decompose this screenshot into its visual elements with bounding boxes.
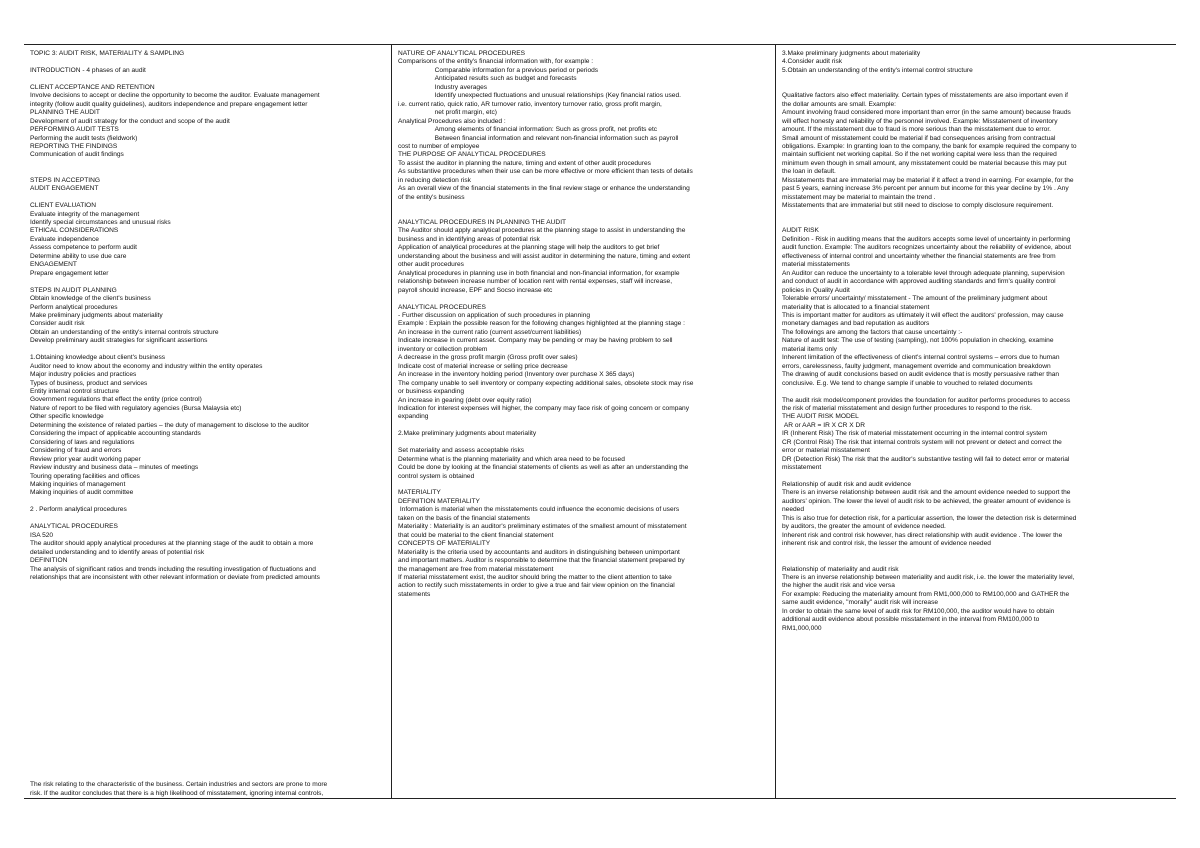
text-line: Tolerable errors/ uncertainty/ misstatement - The amount of the preliminary judgment about [782,295,1048,303]
text-line: NATURE OF ANALYTICAL PROCEDURES [398,50,526,57]
text-line [782,473,1170,481]
text-line: Review prior year audit working paper [30,455,141,463]
text-line: Indicate increase in current asset. Company may be pending or may be having problem to sell [398,337,673,345]
text-line: Set materiality and assess acceptable risks [398,447,525,455]
text-line [782,75,1170,83]
text-line: The drawing of audit conclusions based on audit evidence that is mostly persuasive rather than [782,371,1060,379]
text-line: misstatement [782,464,822,472]
text-line: Inherent risk and control risk however, has direct relationship with audit evidence . The lower the [782,531,1063,539]
text-line: Comparisons of the entity's financial information with, for example : [398,58,594,66]
text-line: needed [782,506,805,514]
text-line: expanding [398,413,429,421]
text-line: IR (Inherent Risk) The risk of material misstatement occurring in the internal control system [782,430,1048,438]
text-line [398,211,769,219]
text-line: Considering the impact of applicable accounting standards [30,430,201,438]
text-line: integrity (follow audit quality guidelines), auditors independence and prepare engagement letter [30,100,308,108]
text-line: Indicate cost of material increase or selling price decrease [398,362,568,370]
text-line: Entity internal control structure [30,388,120,396]
text-line: error or material misstatement [782,447,870,455]
text-line: Government regulations that effect the entity (price control) [30,396,202,404]
text-line: The auditor should apply analytical procedures at the planning stage of the audit to obtain a more [30,540,314,548]
text-line: Review industry and business data – minutes of meetings [30,464,199,472]
text-line: Touring operating facilities and offices [30,472,140,480]
text-line: ETHICAL CONSIDERATIONS [30,227,119,235]
text-line: Types of business, product and services [30,379,148,387]
text-line: auditors' opinion. The lower the level of audit risk to be achieved, the greater amount of evidence is [782,497,1071,505]
text-line: 5.Obtain an understanding of the entity's internal control structure [782,66,973,74]
text-line: This is also true for detection risk, for a particular assertion, the lower the detection risk is determined [782,514,1077,522]
text-line: detailed understanding and to identify areas of potential risk [30,548,205,556]
text-line: Performing the audit tests (fieldwork) [30,134,138,142]
text-line: other audit procedures [398,261,464,269]
text-line: i.e. current ratio, quick ratio, AR turnover ratio, inventory turnover ratio, gross profit margin, [398,100,662,108]
text-line: In order to obtain the same level of audit risk for RM100,000, the auditor would have to obtain [782,607,1055,615]
text-line: Identify unexpected fluctuations and unusual relationships (Key financial ratios used. [398,92,681,100]
text-line: The audit risk model/component provides the foundation for auditor performs procedures to access [782,396,1071,404]
column-right-text [782,50,1170,633]
text-line: Nature of audit test: The use of testing (sampling), not 100% population in checking, examine [782,337,1054,345]
text-line: CONCEPTS OF MATERIALITY [398,540,491,548]
text-line [398,422,769,430]
text-line: AR or AAR = IR X CR X DR [782,421,866,429]
text-line [30,75,385,83]
text-line: past 5 years, earning increase 3% percent per annum but income for this year decline by 1% . Any [782,185,1069,193]
text-line: Could be done by looking at the financial statements of clients as well as after an understanding the [398,464,689,472]
text-line: Qualitative factors also effect materiality. Certain types of misstatements are also important even if [782,92,1068,100]
text-line: There is an inverse relationship between materiality and audit risk, i.e. the lower the materiality level, [782,573,1075,581]
text-line: minimum even though in small amount, any misstatement could be material because this may put [782,159,1067,167]
text-line: Amount involving fraud considered more important than error (in the same amount) because frauds [782,109,1071,117]
text-line: As substantive procedures when their use can be more effective or more efficient than tests of details [398,168,693,176]
text-line: Between financial information and relevant non-financial information such as payroll [398,134,679,142]
text-line: maintain sufficient net working capital. So if the net working capital were less than the required [782,151,1057,159]
text-line: As an overall view of the financial statements in the final review stage or enhance the understanding [398,185,690,193]
text-line [782,388,1170,396]
text-line: the dollar amounts are small. Example: [782,100,896,108]
text-line [30,160,385,168]
column-middle [392,45,776,798]
text-line: 2 . Perform analytical procedures [30,506,127,514]
text-line: Prepare engagement letter [30,269,109,277]
text-line: amount. If the misstatement due to fraud is more serious than the misstatement due to error. [782,126,1052,134]
text-line: and important matters. Auditor is responsible to determine that the financial statement prepared by [398,557,685,565]
text-line: effectiveness of internal control and uncertainty whether the financial statements are free from [782,252,1056,260]
text-line: control system is obtained [398,472,475,480]
text-line: relationship between increase number of location rent with rental expenses, staff will increase, [398,278,673,286]
text-line [30,346,385,354]
text-line: A decrease in the gross profit margin (Gross profit over sales) [398,354,578,362]
text-line: audit function. Example: The auditors recognizes uncertainty about the reliability of evidence, about [782,244,1072,252]
text-line: Small amount of misstatement could be material if bad consequences arising from contractual [782,134,1056,142]
text-line: Other specific knowledge [30,413,104,421]
text-line: An Auditor can reduce the uncertainty to a tolerable level through adequate planning, supervision [782,269,1065,277]
text-line: Obtain knowledge of the client's business [30,295,151,303]
text-line: materiality that is allocated to a financial statement [782,303,930,311]
text-line: Major industry policies and practices [30,371,137,379]
text-line: Definition - Risk in auditing means that the auditors accepts some level of uncertainty in performing [782,235,1071,243]
column-middle-text [398,50,769,599]
text-line: TOPIC 3: AUDIT RISK, MATERIALITY & SAMPLING [30,50,185,57]
text-line: ANALYTICAL PROCEDURES IN PLANNING THE AUDIT [398,219,567,227]
column-left-footer-text [30,781,386,798]
text-line: material misstatements [782,261,850,269]
text-line [782,84,1170,92]
text-line: Perform analytical procedures [30,303,118,311]
text-line: ANALYTICAL PROCEDURES [30,523,118,531]
text-line: INTRODUCTION - 4 phases of an audit [30,66,146,74]
text-line [398,202,769,210]
text-line: The analysis of significant ratios and trends including the resulting investigation of fluctuations and [30,565,316,573]
text-line: An increase in the inventory holding period (Inventory over purchase X 365 days) [398,371,635,379]
text-line: net profit margin, etc) [398,109,497,117]
text-line: The risk relating to the characteristic of the business. Certain industries and sectors are prone to more [30,781,328,789]
text-line [782,557,1170,565]
text-line: Example : Explain the possible reason for the following changes highlighted at the planning stage : [398,320,686,328]
text-line: payroll should increase, EPF and Socso increase etc [398,286,553,294]
text-line: Misstatements that are immaterial may be material if it affect a trend in earning. For example, for the [782,176,1074,184]
text-line: DEFINITION MATERIALITY [398,497,480,505]
text-line: Involve decisions to accept or decline the opportunity to become the auditor. Evaluate management [30,92,320,100]
text-line [398,295,769,303]
text-line: Evaluate independence [30,235,99,243]
text-line: the management are free from material misstatement [398,565,554,573]
text-line: For example: Reducing the materiality amount from RM1,000,000 to RM100,000 and GATHER the [782,590,1070,598]
text-line: STEPS IN AUDIT PLANNING [30,286,117,294]
text-line [398,439,769,447]
text-line: of the entity's business [398,193,465,201]
text-line: additional audit evidence about possible misstatement in the interval from RM100,000 to [782,616,1040,624]
text-line [30,515,385,523]
text-line [782,549,1170,557]
text-line: monetary damages and bad reputation as auditors [782,320,930,328]
text-line: Relationship of audit risk and audit evidence [782,481,912,489]
text-line: Obtain an understanding of the entity's internal controls structure [30,328,219,336]
text-line: Misstatements that are immaterial but still need to disclose to comply disclosure requirement. [782,202,1054,210]
text-line [30,194,385,202]
text-line: Communication of audit findings [30,151,124,159]
text-line: Making inquiries of management [30,481,126,488]
text-line: that could be material to the client financial statement [398,531,554,539]
text-line: There is an inverse relationship between audit risk and the amount evidence needed to support the [782,489,1071,497]
text-line: Making inquiries of audit committee [30,489,134,497]
text-line: The company unable to sell inventory or company expecting additional sales, obsolete stock may rise [398,379,694,387]
column-left [24,45,392,798]
text-line: Auditor need to know about the economy and industry within the entity operates [30,362,263,370]
text-line: cost to number of employee [398,142,480,150]
text-line: Comparable information for a previous period or periods [398,66,599,74]
text-line: PERFORMING AUDIT TESTS [30,126,119,134]
text-line: ANALYTICAL PROCEDURES [398,303,486,311]
text-line: Among elements of financial information: Such as gross profit, net profits etc [398,126,658,134]
text-line: obligations. Example: In granting loan to the company, the bank for example required the company to [782,142,1077,150]
text-line: Determine what is the planning materiality and which area need to be focused [398,455,625,463]
text-line: This is important matter for auditors as ultimately it will effect the auditors' profession, may cause [782,311,1064,319]
text-line: CLIENT EVALUATION [30,202,96,210]
text-line [398,481,769,489]
text-line: An increase in the current ratio (current asset/current liabilities) [398,328,582,336]
text-line: CLIENT ACCEPTANCE AND RETENTION [30,83,155,91]
text-line: the loan in default. [782,168,836,176]
text-line: misstatement may be material to maintain the trend . [782,193,936,201]
text-line: and conduct of audit in accordance with approved auditing standards and firm's quality control [782,278,1056,286]
text-line: action to rectify such misstatements in order to give a true and fair view opinion on the financial [398,582,675,590]
text-line: Information is material when the misstatements could influence the economic decisions of users [398,506,680,514]
text-line: REPORTING THE FINDINGS [30,142,118,150]
text-line: Assess competence to perform audit [30,244,138,252]
text-line: MATERIALITY [398,489,441,497]
text-line: 3.Make preliminary judgments about materiality [782,50,921,57]
text-line: THE PURPOSE OF ANALYTICAL PROCEDURES [398,151,546,159]
text-line: 4.Consider audit risk [782,58,843,66]
text-line: DEFINITION [30,557,68,565]
text-line: Analytical procedures in planning use in both financial and non-financial information, for example [398,269,680,277]
text-line: Materiality is the criteria used by accountants and auditors in distinguishing between unimportant [398,548,680,556]
text-line: AUDIT RISK [782,227,819,235]
text-line: Inherent limitation of the effectiveness of client's internal control systems – errors due to human [782,354,1060,362]
text-line: relationships that are inconsistent with other relevant information or deviate from predicted amounts [30,573,320,581]
text-line: ISA 520 [30,531,54,539]
text-line: DR (Detection Risk) The risk that the auditor's substantive testing will fail to detect error or material [782,455,1070,463]
text-line: the higher the audit risk and vice versa [782,582,895,590]
text-line: THE AUDIT RISK MODEL [782,413,859,421]
text-line: Considering of fraud and errors [30,447,122,455]
text-line: If material misstatement exist, the auditor should bring the matter to the client attention to take [398,574,672,581]
text-line: conclusive. E.g. We tend to change sample if unable to vouched to related documents [782,379,1033,387]
text-line: The Auditor should apply analytical procedures at the planning stage to assist in understanding the [398,227,686,235]
text-line: the risk of material misstatement and design further procedures to respond to the risk. [782,404,1032,412]
text-line: Indication for interest expenses will higher, the company may face risk of going concern or company [398,404,690,412]
text-line: Development of audit strategy for the conduct and scope of the audit [30,117,230,125]
document-page [24,44,1176,799]
text-line: Materiality : Materiality is an auditor's preliminary estimates of the smallest amount of misstatement [398,523,687,531]
text-line: The followings are among the factors that cause uncertainty :- [782,328,963,336]
column-left-text [30,50,385,582]
text-line: ENGAGEMENT [30,261,77,269]
text-line: business and in identifying areas of potential risk [398,235,540,243]
text-line: Determine ability to use due care [30,252,127,260]
text-line: same audit evidence, "morally" audit risk will increase [782,599,939,607]
text-line: PLANNING THE AUDIT [30,109,100,117]
text-line: 1.Obtaining knowledge about client's business [30,354,166,362]
text-line [782,211,1170,219]
text-line: AUDIT ENGAGEMENT [30,185,99,193]
text-line: CR (Control Risk) The risk that internal controls system will not prevent or detect and correct the [782,438,1062,446]
text-line: inventory or collection problem [398,345,488,353]
text-line: 2.Make preliminary judgments about materiality [398,430,537,438]
text-line [30,58,385,66]
text-line: understanding about the business and will assist auditor in determining the nature, timing and extent [398,252,691,260]
text-line: Consider audit risk [30,320,85,328]
text-line [782,219,1170,227]
text-line: Industry averages [398,83,488,91]
text-line: risk. If the auditor concludes that there is a high likelihood of misstatement, ignoring internal controls, [30,789,324,797]
text-line: statements [398,590,431,598]
text-line [30,168,385,176]
text-line: - Further discussion on application of such procedures in planning [398,312,591,319]
text-line: RM1,000,000 [782,624,822,632]
text-line: Identify special circumstances and unusual risks [30,218,171,226]
text-line: policies in Quality Audit [782,286,850,294]
text-line: or business expanding [398,388,464,396]
text-line: Analytical Procedures also included : [398,117,506,125]
text-line: inherent risk and control risk, the lesser the amount of evidence needed [782,540,991,548]
text-line: Anticipated results such as budget and forecasts [398,75,577,83]
text-line: An increase in gearing (debt over equity ratio) [398,396,532,404]
text-line: by auditors, the greater the amount of evidence needed. [782,523,946,531]
text-line: Make preliminary judgments about materiality [30,311,163,319]
text-line: Evaluate integrity of the management [30,210,140,218]
column-right [776,45,1176,798]
text-line: errors, carelessness, faulty judgment, management override and communication breakdown [782,362,1051,370]
text-line: will effect honesty and reliability of the personnel involved. Example: Misstatement of inventory [782,117,1058,125]
text-line: To assist the auditor in planning the nature, timing and extent of other audit procedures [398,159,651,167]
text-line: Application of analytical procedures at the planning stage will help the auditors to get brief [398,244,660,252]
text-line: Determining the existence of related parties – the duty of management to disclose to the auditor [30,421,309,429]
text-line: Develop preliminary audit strategies for significant assertions [30,337,208,345]
text-line: STEPS IN ACCEPTING [30,176,100,184]
text-line [30,278,385,286]
text-line: in reducing detection risk [398,176,471,184]
text-line [30,498,385,506]
text-line: material items only [782,345,837,353]
text-line: Relationship of materiality and audit risk [782,565,899,573]
text-line: Nature of report to be filed with regulatory agencies (Bursa Malaysia etc) [30,404,242,412]
text-line: taken on the basis of the financial statements [398,514,530,522]
text-line: Considering of laws and regulations [30,438,135,446]
